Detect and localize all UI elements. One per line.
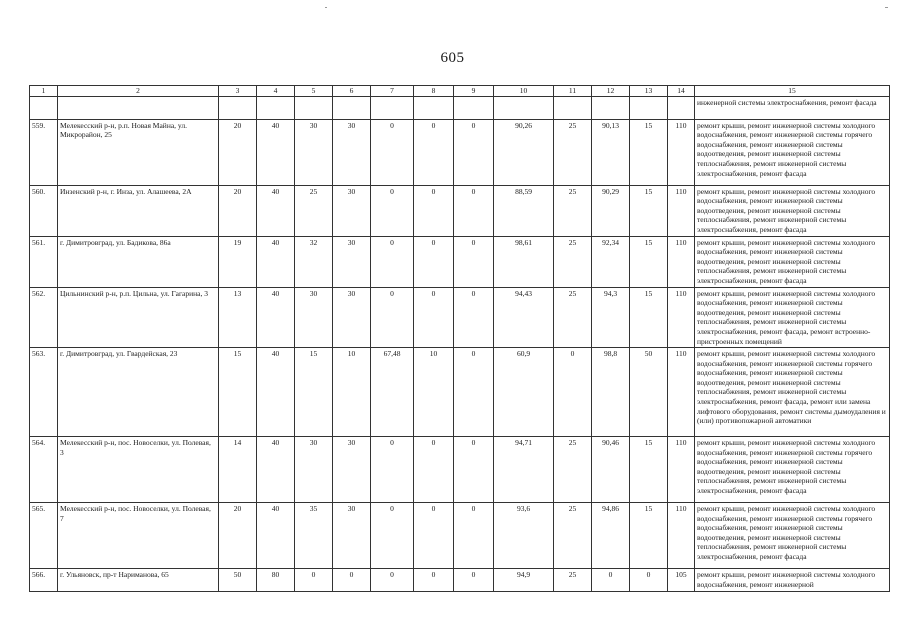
- value-cell: 40: [257, 287, 295, 348]
- value-cell: 0: [554, 348, 592, 437]
- column-header: 11: [554, 86, 592, 97]
- value-cell: 0: [454, 119, 494, 185]
- value-cell: 60,9: [494, 348, 554, 437]
- value-cell: 94,3: [592, 287, 630, 348]
- value-cell: 15: [630, 287, 668, 348]
- column-header: 6: [333, 86, 371, 97]
- value-cell: 90,29: [592, 185, 630, 236]
- value-cell: 40: [257, 503, 295, 569]
- table-row: [30, 287, 890, 348]
- row-number-cell: 559.: [30, 119, 58, 185]
- value-cell: 93,6: [494, 503, 554, 569]
- column-header: 7: [371, 86, 414, 97]
- value-cell: 0: [371, 287, 414, 348]
- page-number: 605: [440, 50, 465, 66]
- row-number-cell: 566.: [30, 569, 58, 592]
- value-cell: 15: [630, 185, 668, 236]
- table-row: [30, 503, 890, 569]
- address-cell: Инзенский р-н, г. Инза, ул. Алашеева, 2А: [58, 185, 219, 236]
- value-cell: 30: [333, 437, 371, 503]
- value-cell: 92,34: [592, 236, 630, 287]
- value-cell: 110: [668, 503, 695, 569]
- value-cell: 20: [219, 503, 257, 569]
- value-cell: 110: [668, 119, 695, 185]
- column-header: 1: [30, 86, 58, 97]
- scan-mark: [885, 7, 888, 8]
- column-header: 13: [630, 86, 668, 97]
- table-row: [30, 437, 890, 503]
- works-cell: ремонт крыши, ремонт инженерной системы холодного водоснабжения, ремонт инженерной системы горячего водоснабжения, ремонт инженерной системы водоотведения, ремонт инженерной системы теплоснабжения, ремонт инженерной системы электроснабжения, ремонт фасада: [695, 119, 890, 185]
- value-cell: 90,26: [494, 119, 554, 185]
- value-cell: 0: [371, 437, 414, 503]
- value-cell: 15: [219, 348, 257, 437]
- value-cell: 35: [295, 503, 333, 569]
- address-cell: Мелекесский р-н, р.п. Новая Майна, ул. Микрорайон, 25: [58, 119, 219, 185]
- value-cell: 0: [454, 287, 494, 348]
- address-cell: г. Димитровград, ул. Бадикова, 86а: [58, 236, 219, 287]
- address-cell: г. Димитровград, ул. Гвардейская, 23: [58, 348, 219, 437]
- value-cell: 0: [414, 287, 454, 348]
- column-header: 5: [295, 86, 333, 97]
- value-cell: 25: [295, 185, 333, 236]
- value-cell: 0: [333, 569, 371, 592]
- table-row: [30, 236, 890, 287]
- value-cell: 0: [454, 503, 494, 569]
- value-cell: 40: [257, 119, 295, 185]
- column-header: 9: [454, 86, 494, 97]
- value-cell: 19: [219, 236, 257, 287]
- row-number-cell: 564.: [30, 437, 58, 503]
- column-header: 12: [592, 86, 630, 97]
- row-number-cell: 561.: [30, 236, 58, 287]
- works-cell: ремонт крыши, ремонт инженерной системы холодного водоснабжения, ремонт инженерной системы горячего водоснабжения, ремонт инженерной системы водоотведения, ремонт инженерной системы теплоснабжения, ремонт инженерной системы электроснабжения, ремонт фасада, ремонт или замена лифтового оборудования, ремонт системы дымоудаления и (или) противопожарной автоматики: [695, 348, 890, 437]
- value-cell: 0: [295, 569, 333, 592]
- address-cell: г. Ульяновск, пр-т Нариманова, 65: [58, 569, 219, 592]
- continuation-row: [30, 96, 890, 119]
- value-cell: 0: [454, 236, 494, 287]
- value-cell: 0: [414, 236, 454, 287]
- value-cell: 50: [630, 348, 668, 437]
- works-cell: ремонт крыши, ремонт инженерной системы холодного водоснабжения, ремонт инженерной системы водоотведения, ремонт инженерной системы теплоснабжения, ремонт инженерной системы электроснабжения, ремонт фасада, ремонт встроенно-пристроенных помещений: [695, 287, 890, 348]
- value-cell: 25: [554, 503, 592, 569]
- value-cell: 0: [414, 119, 454, 185]
- value-cell: 30: [333, 503, 371, 569]
- value-cell: 0: [371, 185, 414, 236]
- value-cell: 94,86: [592, 503, 630, 569]
- works-cell: ремонт крыши, ремонт инженерной системы холодного водоснабжения, ремонт инженерной системы горячего водоснабжения, ремонт инженерной системы водоотведения, ремонт инженерной системы теплоснабжения, ремонт инженерной системы электроснабжения, ремонт фасада: [695, 437, 890, 503]
- value-cell: 10: [414, 348, 454, 437]
- value-cell: 90,46: [592, 437, 630, 503]
- table-row: [30, 119, 890, 185]
- value-cell: 94,9: [494, 569, 554, 592]
- value-cell: 40: [257, 185, 295, 236]
- works-cell: инженерной системы электроснабжения, ремонт фасада: [695, 96, 890, 119]
- value-cell: 25: [554, 287, 592, 348]
- works-table: [29, 85, 890, 592]
- value-cell: 25: [554, 119, 592, 185]
- works-cell: ремонт крыши, ремонт инженерной системы холодного водоснабжения, ремонт инженерной системы водоотведения, ремонт инженерной системы теплоснабжения, ремонт инженерной системы электроснабжения, ремонт фасада: [695, 185, 890, 236]
- value-cell: 25: [554, 236, 592, 287]
- address-cell: Мелекесский р-н, пос. Новоселки, ул. Полевая, 3: [58, 437, 219, 503]
- row-number-cell: 563.: [30, 348, 58, 437]
- value-cell: 0: [454, 569, 494, 592]
- value-cell: 30: [295, 437, 333, 503]
- row-number-cell: 565.: [30, 503, 58, 569]
- value-cell: 0: [371, 569, 414, 592]
- value-cell: 0: [371, 503, 414, 569]
- value-cell: 15: [630, 437, 668, 503]
- column-header: 8: [414, 86, 454, 97]
- value-cell: 30: [333, 119, 371, 185]
- value-cell: 94,43: [494, 287, 554, 348]
- table-row: [30, 569, 890, 592]
- value-cell: 15: [630, 503, 668, 569]
- value-cell: 0: [414, 185, 454, 236]
- value-cell: 110: [668, 348, 695, 437]
- column-header: 14: [668, 86, 695, 97]
- value-cell: 40: [257, 437, 295, 503]
- value-cell: 30: [333, 287, 371, 348]
- value-cell: 30: [295, 119, 333, 185]
- value-cell: 80: [257, 569, 295, 592]
- table-row: [30, 348, 890, 437]
- row-number-cell: 560.: [30, 185, 58, 236]
- column-header: 2: [58, 86, 219, 97]
- value-cell: 15: [630, 236, 668, 287]
- value-cell: 90,13: [592, 119, 630, 185]
- value-cell: 94,71: [494, 437, 554, 503]
- value-cell: 105: [668, 569, 695, 592]
- column-header: 4: [257, 86, 295, 97]
- table-row: [30, 185, 890, 236]
- value-cell: 20: [219, 185, 257, 236]
- value-cell: 40: [257, 236, 295, 287]
- value-cell: 25: [554, 185, 592, 236]
- value-cell: 0: [371, 236, 414, 287]
- scan-mark: [325, 7, 327, 8]
- value-cell: 0: [592, 569, 630, 592]
- value-cell: 88,59: [494, 185, 554, 236]
- column-header: 3: [219, 86, 257, 97]
- value-cell: 50: [219, 569, 257, 592]
- value-cell: 25: [554, 437, 592, 503]
- value-cell: 20: [219, 119, 257, 185]
- value-cell: 13: [219, 287, 257, 348]
- value-cell: 0: [414, 569, 454, 592]
- address-cell: Мелекесский р-н, пос. Новоселки, ул. Полевая, 7: [58, 503, 219, 569]
- value-cell: 0: [454, 185, 494, 236]
- value-cell: 30: [295, 287, 333, 348]
- value-cell: 14: [219, 437, 257, 503]
- value-cell: 0: [454, 437, 494, 503]
- value-cell: 110: [668, 185, 695, 236]
- value-cell: 110: [668, 236, 695, 287]
- column-header: 15: [695, 86, 890, 97]
- value-cell: 110: [668, 287, 695, 348]
- value-cell: 30: [333, 236, 371, 287]
- value-cell: 98,61: [494, 236, 554, 287]
- value-cell: 25: [554, 569, 592, 592]
- value-cell: 30: [333, 185, 371, 236]
- row-number-cell: 562.: [30, 287, 58, 348]
- value-cell: 0: [630, 569, 668, 592]
- works-cell: ремонт крыши, ремонт инженерной системы холодного водоснабжения, ремонт инженерной системы водоотведения, ремонт инженерной системы теплоснабжения, ремонт инженерной системы электроснабжения, ремонт фасада: [695, 236, 890, 287]
- column-number-row: [30, 86, 890, 97]
- value-cell: 10: [333, 348, 371, 437]
- works-cell: ремонт крыши, ремонт инженерной системы холодного водоснабжения, ремонт инженерной: [695, 569, 890, 592]
- value-cell: 15: [295, 348, 333, 437]
- works-cell: ремонт крыши, ремонт инженерной системы холодного водоснабжения, ремонт инженерной системы горячего водоснабжения, ремонт инженерной системы водоотведения, ремонт инженерной системы теплоснабжения, ремонт инженерной системы электроснабжения, ремонт фасада: [695, 503, 890, 569]
- column-header: 10: [494, 86, 554, 97]
- value-cell: 67,48: [371, 348, 414, 437]
- value-cell: 110: [668, 437, 695, 503]
- value-cell: 15: [630, 119, 668, 185]
- value-cell: 0: [414, 437, 454, 503]
- value-cell: 32: [295, 236, 333, 287]
- value-cell: 0: [414, 503, 454, 569]
- value-cell: 0: [371, 119, 414, 185]
- value-cell: 98,8: [592, 348, 630, 437]
- value-cell: 0: [454, 348, 494, 437]
- address-cell: Цильнинский р-н, р.п. Цильна, ул. Гагарина, 3: [58, 287, 219, 348]
- value-cell: 40: [257, 348, 295, 437]
